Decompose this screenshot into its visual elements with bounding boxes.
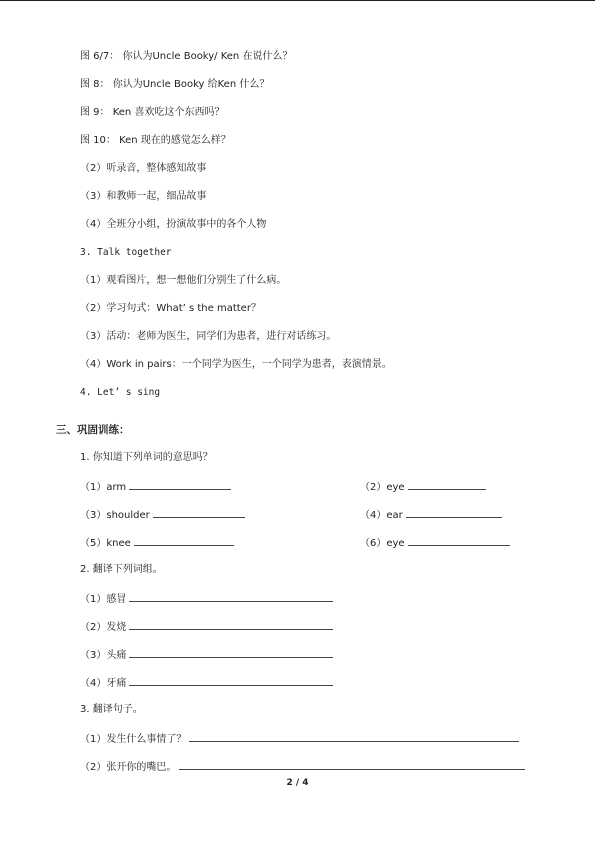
sentence-item [80,759,525,775]
phrase-item [80,647,333,663]
text-line: 图 10： Ken 现在的感觉怎么样？ [80,135,231,146]
word-item [80,507,245,523]
sentence-label: （2）张开你的嘴巴。 [80,762,177,773]
phrase-label: （1）感冒 [80,594,127,605]
answer-blank[interactable] [153,507,245,518]
word-label: （1）arm [80,482,127,493]
word-label: （6）eye [360,538,405,549]
answer-blank[interactable] [179,759,525,770]
phrase-label: （4）牙痛 [80,678,127,689]
text-line: 4. Let’ s sing [80,387,161,398]
answer-blank[interactable] [129,619,333,630]
word-item [360,507,502,523]
word-label: （4）ear [360,510,403,521]
word-item [80,535,234,551]
answer-blank[interactable] [129,591,333,602]
answer-blank[interactable] [408,535,510,546]
word-item [80,479,231,495]
text-line: （1）观看图片，想一想他们分别生了什么病。 [80,275,287,286]
text-line: （4）全班分小组，扮演故事中的各个人物 [80,219,267,230]
question-title: 1. 你知道下列单词的意思吗？ [80,452,213,463]
text-line: （3）和教师一起，细品故事 [80,191,207,202]
text-line: （3）活动：老师为医生，同学们为患者，进行对话练习。 [80,331,337,342]
answer-blank[interactable] [129,479,231,490]
word-label: （5）knee [80,538,131,549]
word-item [360,535,510,551]
text-line: （2）学习句式：What’ s the matter？ [80,303,261,314]
phrase-label: （3）头痛 [80,650,127,661]
sentence-label: （1）发生什么事情了？ [80,734,187,745]
word-item [360,479,486,495]
top-border [0,0,595,1]
answer-blank[interactable] [129,647,333,658]
text-line: 图 6/7： 你认为Uncle Booky/ Ken 在说什么？ [80,51,293,62]
text-line: （4）Work in pairs：一个同学为医生，一个同学为患者，表演情景。 [80,359,392,370]
question-title: 2. 翻译下列词组。 [80,564,163,575]
sentence-item [80,731,519,747]
word-label: （2）eye [360,482,405,493]
answer-blank[interactable] [129,675,333,686]
text-line: 图 8： 你认为Uncle Booky 给Ken 什么？ [80,79,270,90]
section-heading: 三、巩固训练： [56,424,130,436]
question-title: 3. 翻译句子。 [80,704,143,715]
page-number: 2 / 4 [286,778,309,788]
answer-blank[interactable] [406,507,502,518]
answer-blank[interactable] [408,479,486,490]
phrase-item [80,619,333,635]
word-label: （3）shoulder [80,510,150,521]
answer-blank[interactable] [134,535,234,546]
text-line: 图 9： Ken 喜欢吃这个东西吗？ [80,107,225,118]
phrase-item [80,675,333,691]
phrase-item [80,591,333,607]
answer-blank[interactable] [189,731,519,742]
text-line: 3. Talk together [80,247,172,258]
phrase-label: （2）发烧 [80,622,127,633]
text-line: （2）听录音，整体感知故事 [80,163,207,174]
